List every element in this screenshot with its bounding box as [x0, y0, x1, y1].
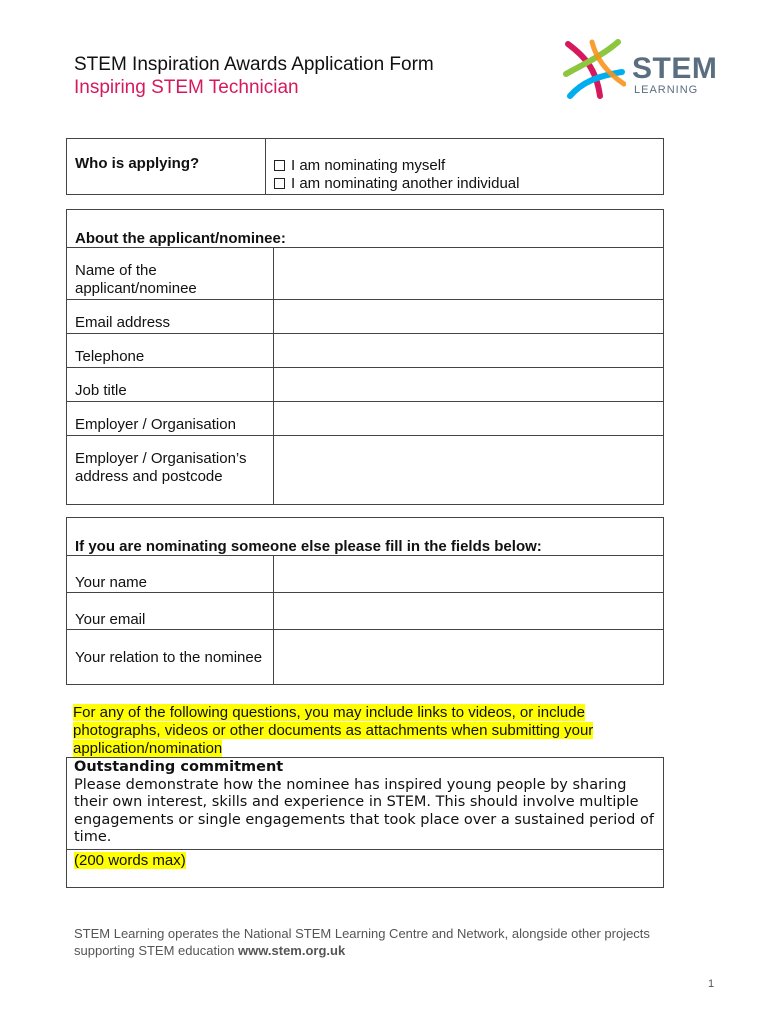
field-label: Name of the applicant/nominee — [67, 248, 274, 300]
field-label: Your relation to the nominee — [67, 630, 274, 685]
option-other[interactable] — [274, 175, 663, 193]
field-label: Email address — [67, 300, 274, 334]
field-label: Your email — [67, 593, 274, 630]
field-label: Telephone — [67, 334, 274, 368]
nominator-heading: If you are nominating someone else please fill in the fields below: — [75, 538, 542, 555]
nominator-heading-cell — [67, 518, 664, 556]
job-title-field[interactable] — [274, 368, 664, 402]
field-label: Employer / Organisation — [67, 402, 274, 436]
footer — [74, 925, 714, 959]
commitment-title: Outstanding commitment — [74, 759, 284, 775]
option-other-label: I am nominating another individual — [291, 175, 520, 192]
checkbox-icon[interactable] — [274, 178, 285, 189]
logo-x-icon — [562, 38, 626, 102]
who-applying-options-cell — [266, 139, 664, 195]
relation-field[interactable] — [274, 630, 664, 685]
page-title: STEM Inspiration Awards Application Form — [74, 54, 434, 75]
email-field[interactable] — [274, 300, 664, 334]
page-subtitle: Inspiring STEM Technician — [74, 77, 299, 98]
field-label: Employer / Organisation’s address and postcode — [67, 436, 274, 505]
your-email-field[interactable] — [274, 593, 664, 630]
your-name-field[interactable] — [274, 556, 664, 593]
commitment-section — [66, 757, 664, 888]
commitment-description — [67, 758, 663, 850]
stem-learning-logo — [562, 38, 722, 102]
option-self[interactable] — [274, 157, 663, 175]
commitment-body: Please demonstrate how the nominee has inspired young people by sharing their own interest, skills and experience in STEM. This should involve multiple engagements or single engagements that took place over a sustained period of time. — [74, 776, 654, 845]
name-field[interactable] — [274, 248, 664, 300]
applicant-heading: About the applicant/nominee: — [75, 230, 286, 247]
footer-text: STEM Learning operates the National STEM Learning Centre and Network, alongside other projects supporting STEM education — [74, 926, 650, 958]
field-label: Your name — [67, 556, 274, 593]
attachment-note: For any of the following questions, you may include links to videos, or include photographs, videos or other documents as attachments when submitting your application/nomination — [73, 704, 594, 757]
footer-link[interactable]: www.stem.org.uk — [238, 943, 346, 958]
applicant-table — [66, 209, 664, 505]
employer-address-field[interactable] — [274, 436, 664, 505]
checkbox-icon[interactable] — [274, 160, 285, 171]
nominator-table — [66, 517, 664, 685]
who-applying-label-cell — [67, 139, 266, 195]
word-limit: (200 words max) — [74, 851, 186, 869]
logo-wordmark: STEM — [632, 52, 718, 85]
page-number: 1 — [708, 978, 715, 990]
employer-field[interactable] — [274, 402, 664, 436]
who-applying-label: Who is applying? — [75, 155, 200, 172]
telephone-field[interactable] — [274, 334, 664, 368]
option-self-label: I am nominating myself — [291, 157, 446, 174]
who-applying-table — [66, 138, 664, 195]
field-label: Job title — [67, 368, 274, 402]
commitment-answer-field[interactable] — [67, 850, 663, 887]
logo-subtext: LEARNING — [634, 84, 699, 96]
applicant-heading-cell — [67, 210, 664, 248]
